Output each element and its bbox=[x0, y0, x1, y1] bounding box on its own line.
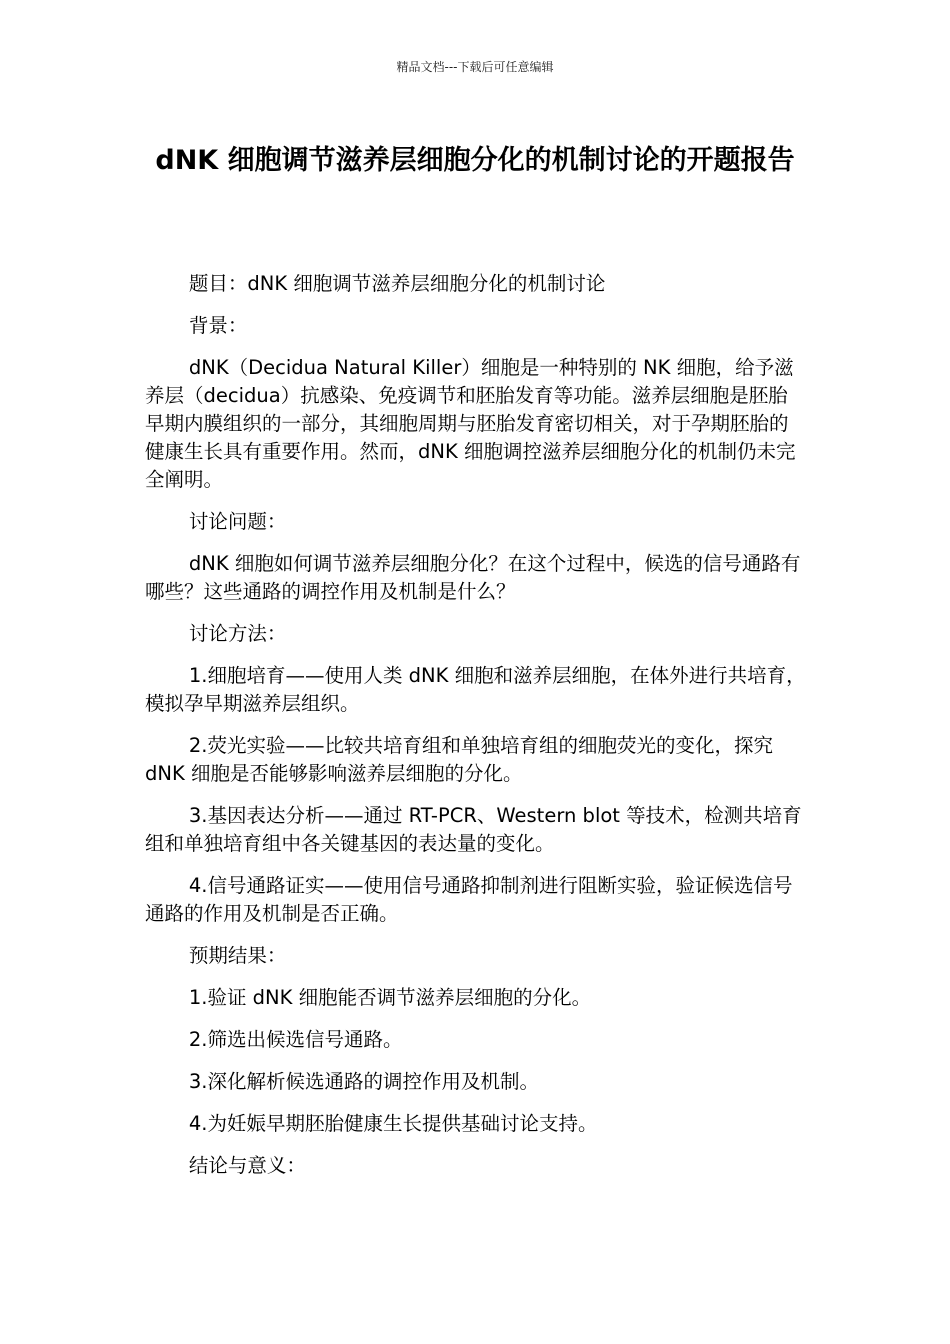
paragraph-topic: 题目：dNK 细胞调节滋养层细胞分化的机制讨论 bbox=[188, 272, 606, 295]
heading-background: 背景： bbox=[188, 314, 248, 337]
heading-conclusion: 结论与意义： bbox=[188, 1154, 306, 1177]
paragraph-questions: dNK 细胞如何调节滋养层细胞分化？在这个过程中，候选的信号通路有哪些？这些通路的调控作用及机制是什么？ bbox=[145, 552, 801, 603]
heading-expected-results: 预期结果： bbox=[188, 944, 287, 967]
heading-questions: 讨论问题： bbox=[188, 510, 287, 533]
method-item-3: 3.基因表达分析——通过 RT-PCR、Western blot 等技术，检测共培育组和单独培育组中各关键基因的表达量的变化。 bbox=[145, 804, 802, 855]
method-item-2: 2.荧光实验——比较共培育组和单独培育组的细胞荧光的变化，探究 dNK 细胞是否能够影响滋养层细胞的分化。 bbox=[145, 734, 773, 785]
result-item-2: 2.筛选出候选信号通路。 bbox=[188, 1028, 403, 1051]
paragraph-background: dNK（Decidua Natural Killer）细胞是一种特别的 NK 细胞，给予滋养层（decidua）抗感染、免疫调节和胚胎发育等功能。滋养层细胞是胚胎早期内膜组织的一部分，其细胞周期与胚胎发育密切相关，对于孕期胚胎的健康生长具有重要作用。然而，dNK 细胞调控滋养层细胞分化的机制仍未完全阐明。 bbox=[145, 356, 796, 491]
document-body bbox=[145, 270, 807, 1194]
result-item-3: 3.深化解析候选通路的调控作用及机制。 bbox=[188, 1070, 539, 1093]
document-title: dNK 细胞调节滋养层细胞分化的机制讨论的开题报告 bbox=[155, 145, 795, 176]
result-item-1: 1.验证 dNK 细胞能否调节滋养层细胞的分化。 bbox=[188, 986, 592, 1009]
heading-methods: 讨论方法： bbox=[188, 622, 287, 645]
page-header-note: 精品文档---下载后可任意编辑 bbox=[396, 60, 554, 74]
method-item-4: 4.信号通路证实——使用信号通路抑制剂进行阻断实验，验证候选信号通路的作用及机制是否正确。 bbox=[145, 874, 793, 925]
method-item-1: 1.细胞培育——使用人类 dNK 细胞和滋养层细胞，在体外进行共培育，模拟孕早期滋养层组织。 bbox=[145, 664, 806, 715]
result-item-4: 4.为妊娠早期胚胎健康生长提供基础讨论支持。 bbox=[188, 1112, 598, 1135]
